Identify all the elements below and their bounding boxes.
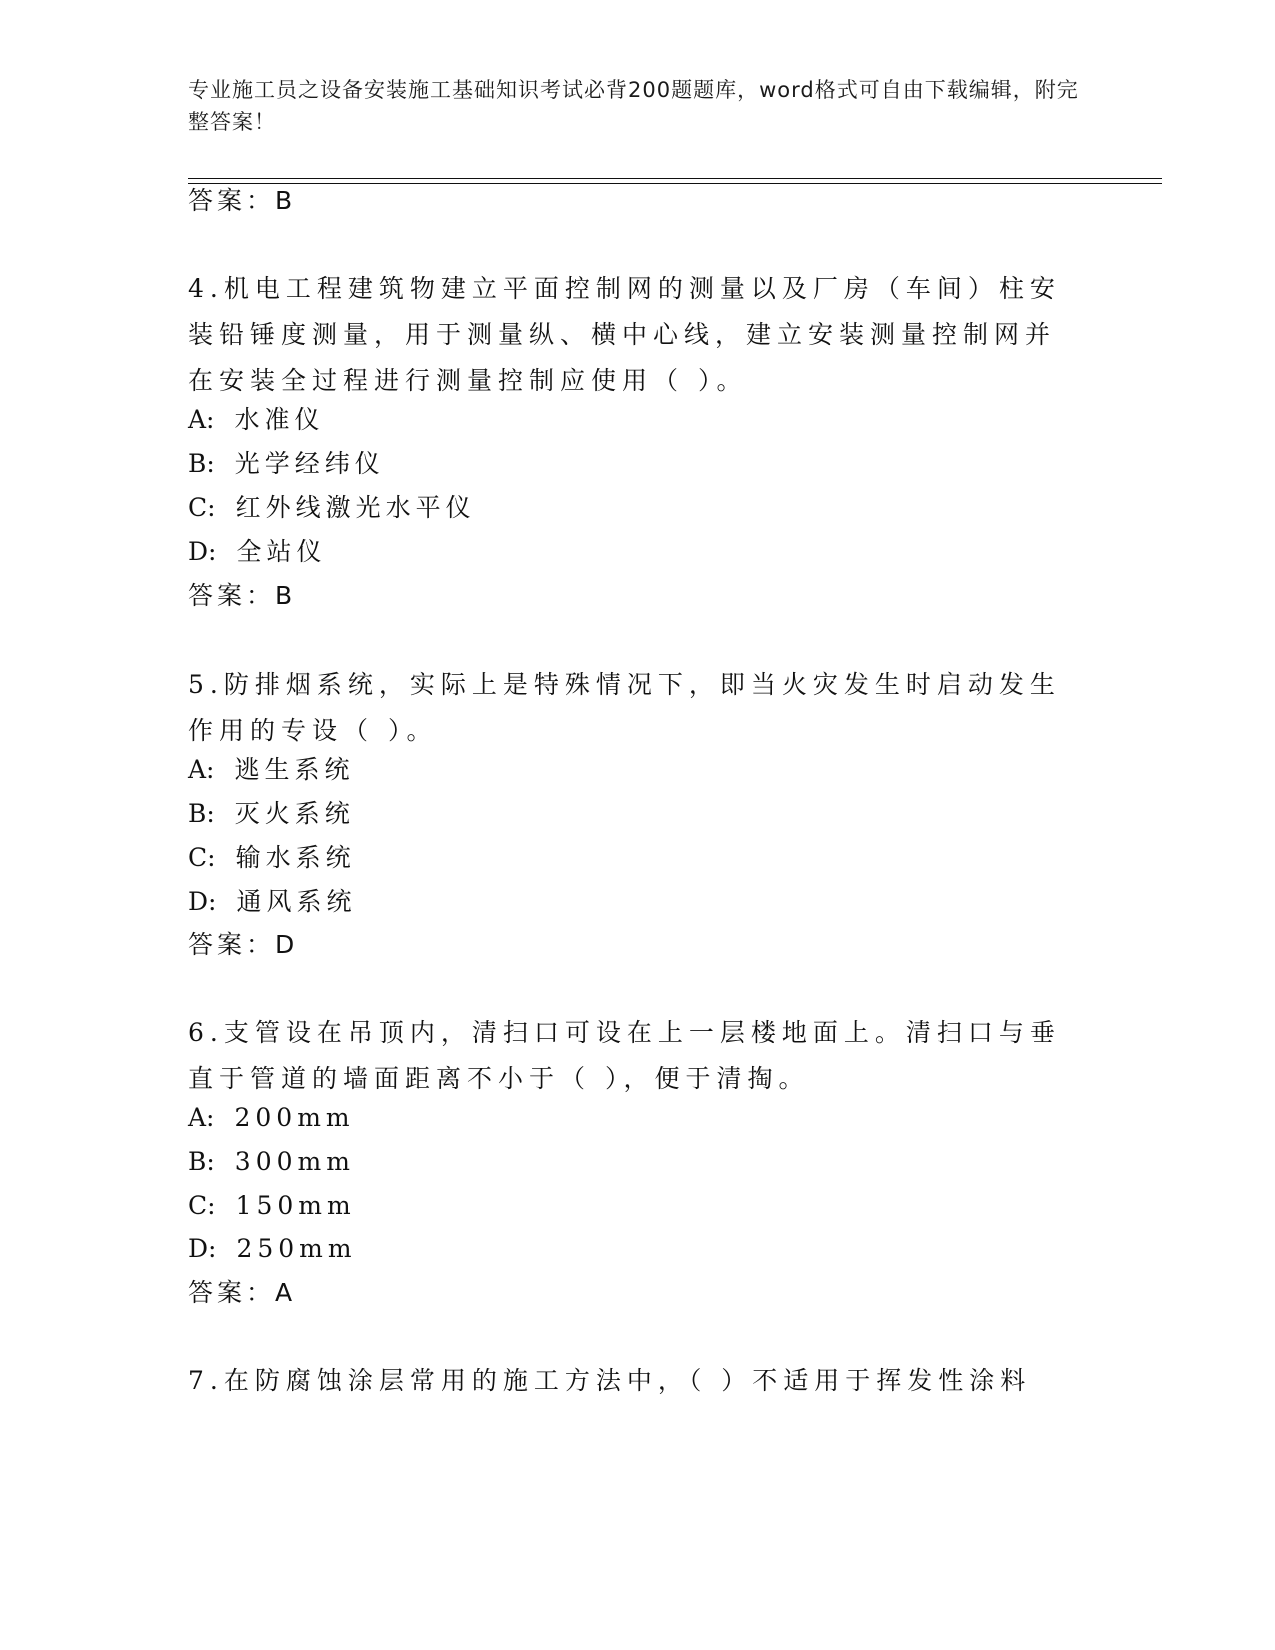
- answer-line-4: [188, 581, 293, 611]
- question-4-option-d: [188, 537, 1068, 567]
- option-text: 输水系统: [235, 843, 356, 872]
- question-4-option-a: [188, 405, 1068, 435]
- option-text: 灭火系统: [234, 799, 355, 828]
- question-5-option-b: [188, 799, 1068, 829]
- answer-label: 答案：: [188, 186, 276, 215]
- question-4-option-c: [188, 493, 1068, 523]
- question-7: 7.在防腐蚀涂层常用的施工方法中，（ ）不适用于挥发性涂料: [188, 1366, 1032, 1395]
- question-5: 5.防排烟系统，实际上是特殊情况下，即当火灾发生时启动发生作用的专设（ ）。: [188, 670, 1061, 745]
- option-text: 300mm: [234, 1147, 355, 1176]
- question-6-option-c: [188, 1191, 1068, 1221]
- question-6-option-a: [188, 1103, 1068, 1133]
- question-6-option-b: [188, 1147, 1068, 1177]
- option-key: C:: [188, 493, 216, 522]
- answer-line-6: [188, 1278, 293, 1308]
- option-key: A:: [188, 755, 215, 784]
- document-header: 专业施工员之设备安装施工基础知识考试必背200题题库，word格式可自由下载编辑，附完整答案！: [188, 78, 1079, 134]
- question-4-option-b: [188, 449, 1068, 479]
- option-text: 逃生系统: [234, 755, 355, 784]
- option-text: 150mm: [235, 1191, 356, 1220]
- option-key: D:: [188, 887, 217, 916]
- option-key: B:: [188, 1147, 215, 1176]
- question-5-option-c: [188, 843, 1068, 873]
- question-6: 6.支管设在吊顶内，清扫口可设在上一层楼地面上。清扫口与垂直于管道的墙面距离不小于（ ），便于清掏。: [188, 1018, 1061, 1093]
- answer-value: B: [275, 581, 294, 610]
- option-key: D:: [188, 537, 217, 566]
- answer-value: D: [275, 930, 296, 959]
- answer-value: A: [275, 1278, 294, 1307]
- option-text: 全站仪: [236, 537, 327, 566]
- question-5-option-a: [188, 755, 1068, 785]
- answer-label: 答案：: [188, 1278, 276, 1307]
- question-5-option-d: [188, 887, 1068, 917]
- option-text: 红外线激光水平仪: [235, 493, 476, 522]
- answer-line-3: [188, 186, 293, 216]
- option-text: 通风系统: [236, 887, 357, 916]
- option-key: D:: [188, 1234, 217, 1263]
- question-4: 4.机电工程建筑物建立平面控制网的测量以及厂房（车间）柱安装铅锤度测量，用于测量纵、横中心线，建立安装测量控制网并在安装全过程进行测量控制应使用（ ）。: [188, 274, 1061, 395]
- option-key: C:: [188, 1191, 216, 1220]
- option-text: 光学经纬仪: [234, 449, 385, 478]
- option-key: C:: [188, 843, 216, 872]
- option-key: B:: [188, 449, 215, 478]
- option-text: 200mm: [234, 1103, 355, 1132]
- option-text: 250mm: [236, 1234, 357, 1263]
- option-key: A:: [188, 1103, 215, 1132]
- option-key: B:: [188, 799, 215, 828]
- answer-line-5: [188, 930, 295, 960]
- answer-label: 答案：: [188, 930, 276, 959]
- answer-label: 答案：: [188, 581, 276, 610]
- header-divider: [188, 178, 1162, 184]
- option-key: A:: [188, 405, 215, 434]
- option-text: 水准仪: [234, 405, 325, 434]
- answer-value: B: [275, 186, 294, 215]
- question-6-option-d: [188, 1234, 1068, 1264]
